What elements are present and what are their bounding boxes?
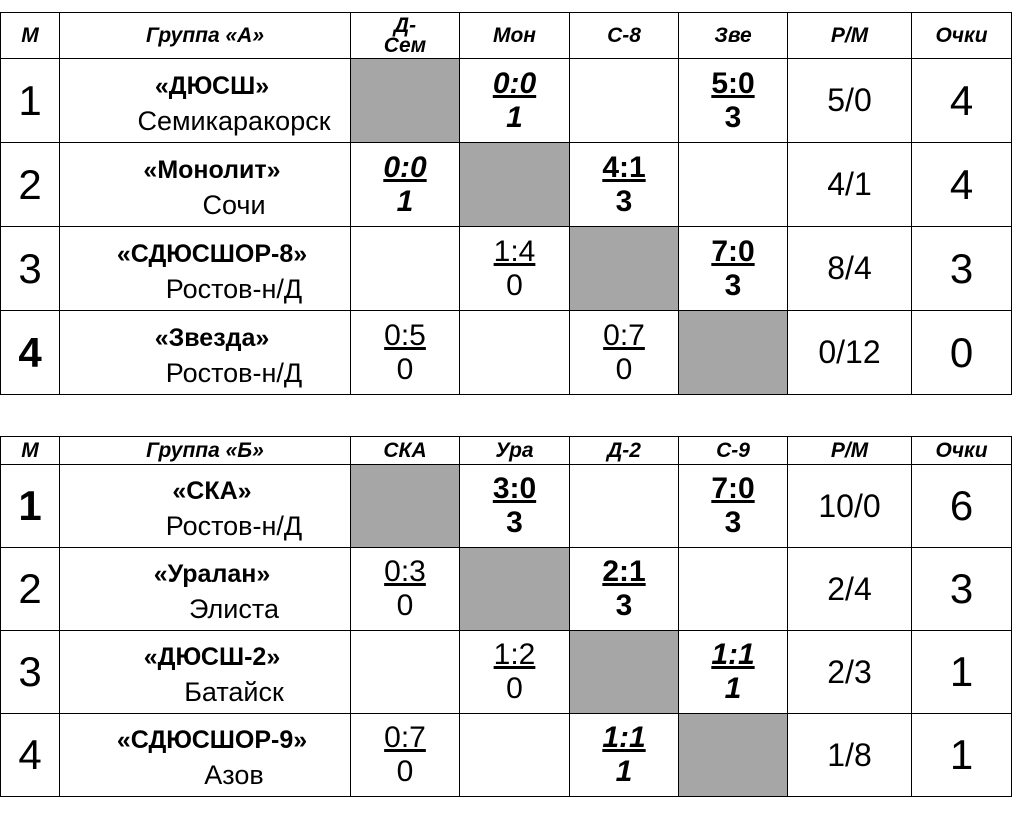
goals-cell: 10/0 — [788, 465, 912, 548]
match-score: 7:0 — [711, 234, 755, 268]
match-score: 0:3 — [384, 555, 426, 588]
place-cell: 3 — [1, 631, 60, 714]
header-goals: Р/М — [788, 13, 912, 59]
header-team-2: Ура — [460, 437, 570, 465]
match-points: 3 — [724, 506, 742, 539]
header-goals: Р/М — [788, 437, 912, 465]
team-cell — [60, 465, 351, 548]
match-cell — [460, 465, 570, 548]
match-score: 5:0 — [711, 66, 755, 100]
points-cell: 1 — [912, 631, 1012, 714]
match-points: 1 — [506, 100, 523, 134]
goals-cell: 2/4 — [788, 548, 912, 631]
table-row — [1, 465, 1012, 548]
header-team-1: Д-Сем — [351, 13, 460, 59]
match-score: 2:1 — [602, 555, 646, 588]
match-points: 3 — [615, 184, 633, 218]
match-cell — [460, 311, 570, 395]
match-points: 0 — [506, 672, 523, 705]
team-city: Азов — [204, 760, 264, 790]
match-cell — [351, 311, 460, 395]
table-row — [1, 631, 1012, 714]
match-cell — [351, 631, 460, 714]
team-name: «СДЮСШОР-8» — [116, 239, 308, 268]
match-cell — [679, 548, 788, 631]
match-points: 0 — [396, 352, 414, 386]
points-cell: 3 — [912, 227, 1012, 311]
match-cell — [679, 59, 788, 143]
header-row — [1, 437, 1012, 465]
match-cell — [570, 714, 679, 797]
match-cell — [570, 59, 679, 143]
match-cell — [679, 143, 788, 227]
match-cell — [679, 631, 788, 714]
match-cell — [351, 714, 460, 797]
team-name: «ДЮСШ-2» — [143, 643, 281, 671]
match-cell — [351, 143, 460, 227]
goals-cell: 8/4 — [788, 227, 912, 311]
header-place: М — [1, 437, 60, 465]
match-cell — [570, 311, 679, 395]
team-city: Ростов-н/Д — [165, 357, 303, 388]
points-cell: 4 — [912, 143, 1012, 227]
team-cell — [60, 311, 351, 395]
team-city: Батайск — [184, 677, 284, 707]
match-score: 1:1 — [711, 638, 755, 671]
team-cell — [60, 227, 351, 311]
place-cell: 4 — [1, 714, 60, 797]
match-cell — [460, 227, 570, 311]
group-b-table — [0, 436, 1012, 797]
match-points: 1 — [724, 672, 742, 705]
match-cell — [351, 548, 460, 631]
goals-cell: 1/8 — [788, 714, 912, 797]
match-score: 7:0 — [711, 472, 755, 505]
team-cell — [60, 714, 351, 797]
match-points: 3 — [724, 100, 742, 134]
match-score: 1:2 — [493, 638, 536, 671]
match-score: 0:7 — [603, 318, 645, 352]
place-cell: 1 — [1, 59, 60, 143]
self-match-cell — [679, 311, 788, 395]
place-cell: 4 — [1, 311, 60, 395]
points-cell: 0 — [912, 311, 1012, 395]
team-city: Ростов-н/Д — [165, 511, 303, 541]
place-cell: 3 — [1, 227, 60, 311]
header-points: Очки — [912, 13, 1012, 59]
match-cell — [570, 143, 679, 227]
points-cell: 1 — [912, 714, 1012, 797]
header-group: Группа «Б» — [60, 437, 351, 465]
match-cell — [460, 631, 570, 714]
match-cell — [351, 227, 460, 311]
table-row — [1, 143, 1012, 227]
table-row — [1, 59, 1012, 143]
match-score: 3:0 — [492, 472, 537, 505]
match-cell — [679, 465, 788, 548]
team-cell — [60, 143, 351, 227]
header-points: Очки — [912, 437, 1012, 465]
self-match-cell — [679, 714, 788, 797]
match-points: 0 — [506, 268, 523, 302]
place-cell: 2 — [1, 143, 60, 227]
goals-cell: 4/1 — [788, 143, 912, 227]
match-points: 1 — [615, 755, 633, 788]
group-a-table — [0, 12, 1012, 395]
match-cell — [570, 465, 679, 548]
header-team-4: Зве — [679, 13, 788, 59]
self-match-cell — [570, 227, 679, 311]
match-score: 4:1 — [602, 150, 646, 184]
match-points: 0 — [615, 352, 633, 386]
header-place: М — [1, 13, 60, 59]
header-team-2: Мон — [460, 13, 570, 59]
team-name: «СДЮСШОР-9» — [116, 726, 308, 754]
place-cell: 2 — [1, 548, 60, 631]
match-points: 3 — [615, 589, 633, 622]
team-cell — [60, 631, 351, 714]
match-points: 3 — [724, 268, 742, 302]
points-cell: 3 — [912, 548, 1012, 631]
header-team-4: С-9 — [679, 437, 788, 465]
points-cell: 4 — [912, 59, 1012, 143]
self-match-cell — [460, 143, 570, 227]
header-team-3: С-8 — [570, 13, 679, 59]
goals-cell: 2/3 — [788, 631, 912, 714]
match-points: 0 — [396, 755, 414, 788]
match-score: 0:5 — [384, 318, 426, 352]
match-points: 0 — [396, 589, 414, 622]
header-team-1: СКА — [351, 437, 460, 465]
match-cell — [679, 227, 788, 311]
match-score: 0:0 — [383, 150, 427, 184]
team-city: Ростов-н/Д — [165, 273, 303, 304]
match-cell — [460, 714, 570, 797]
self-match-cell — [570, 631, 679, 714]
team-name: «Уралан» — [153, 560, 271, 588]
team-name: «Звезда» — [154, 323, 270, 352]
self-match-cell — [351, 465, 460, 548]
match-cell — [570, 548, 679, 631]
match-score: 1:4 — [493, 234, 536, 268]
self-match-cell — [460, 548, 570, 631]
team-name: «СКА» — [172, 477, 252, 505]
team-cell — [60, 548, 351, 631]
place-cell: 1 — [1, 465, 60, 548]
points-cell: 6 — [912, 465, 1012, 548]
match-cell — [460, 59, 570, 143]
header-team-3: Д-2 — [570, 437, 679, 465]
team-city: Семикаракорск — [137, 105, 331, 136]
table-row — [1, 548, 1012, 631]
table-row — [1, 227, 1012, 311]
goals-cell: 0/12 — [788, 311, 912, 395]
self-match-cell — [351, 59, 460, 143]
table-row — [1, 714, 1012, 797]
team-name: «ДЮСШ» — [154, 71, 270, 100]
table-row — [1, 311, 1012, 395]
match-points: 1 — [396, 184, 414, 218]
team-cell — [60, 59, 351, 143]
header-row — [1, 13, 1012, 59]
match-points: 3 — [506, 506, 523, 539]
goals-cell: 5/0 — [788, 59, 912, 143]
team-city: Элиста — [189, 594, 279, 624]
match-score: 0:7 — [384, 721, 426, 754]
match-score: 1:1 — [602, 721, 646, 754]
header-group: Группа «А» — [60, 13, 351, 59]
match-score: 0:0 — [492, 66, 537, 100]
team-name: «Монолит» — [143, 155, 281, 184]
team-city: Сочи — [202, 189, 266, 220]
